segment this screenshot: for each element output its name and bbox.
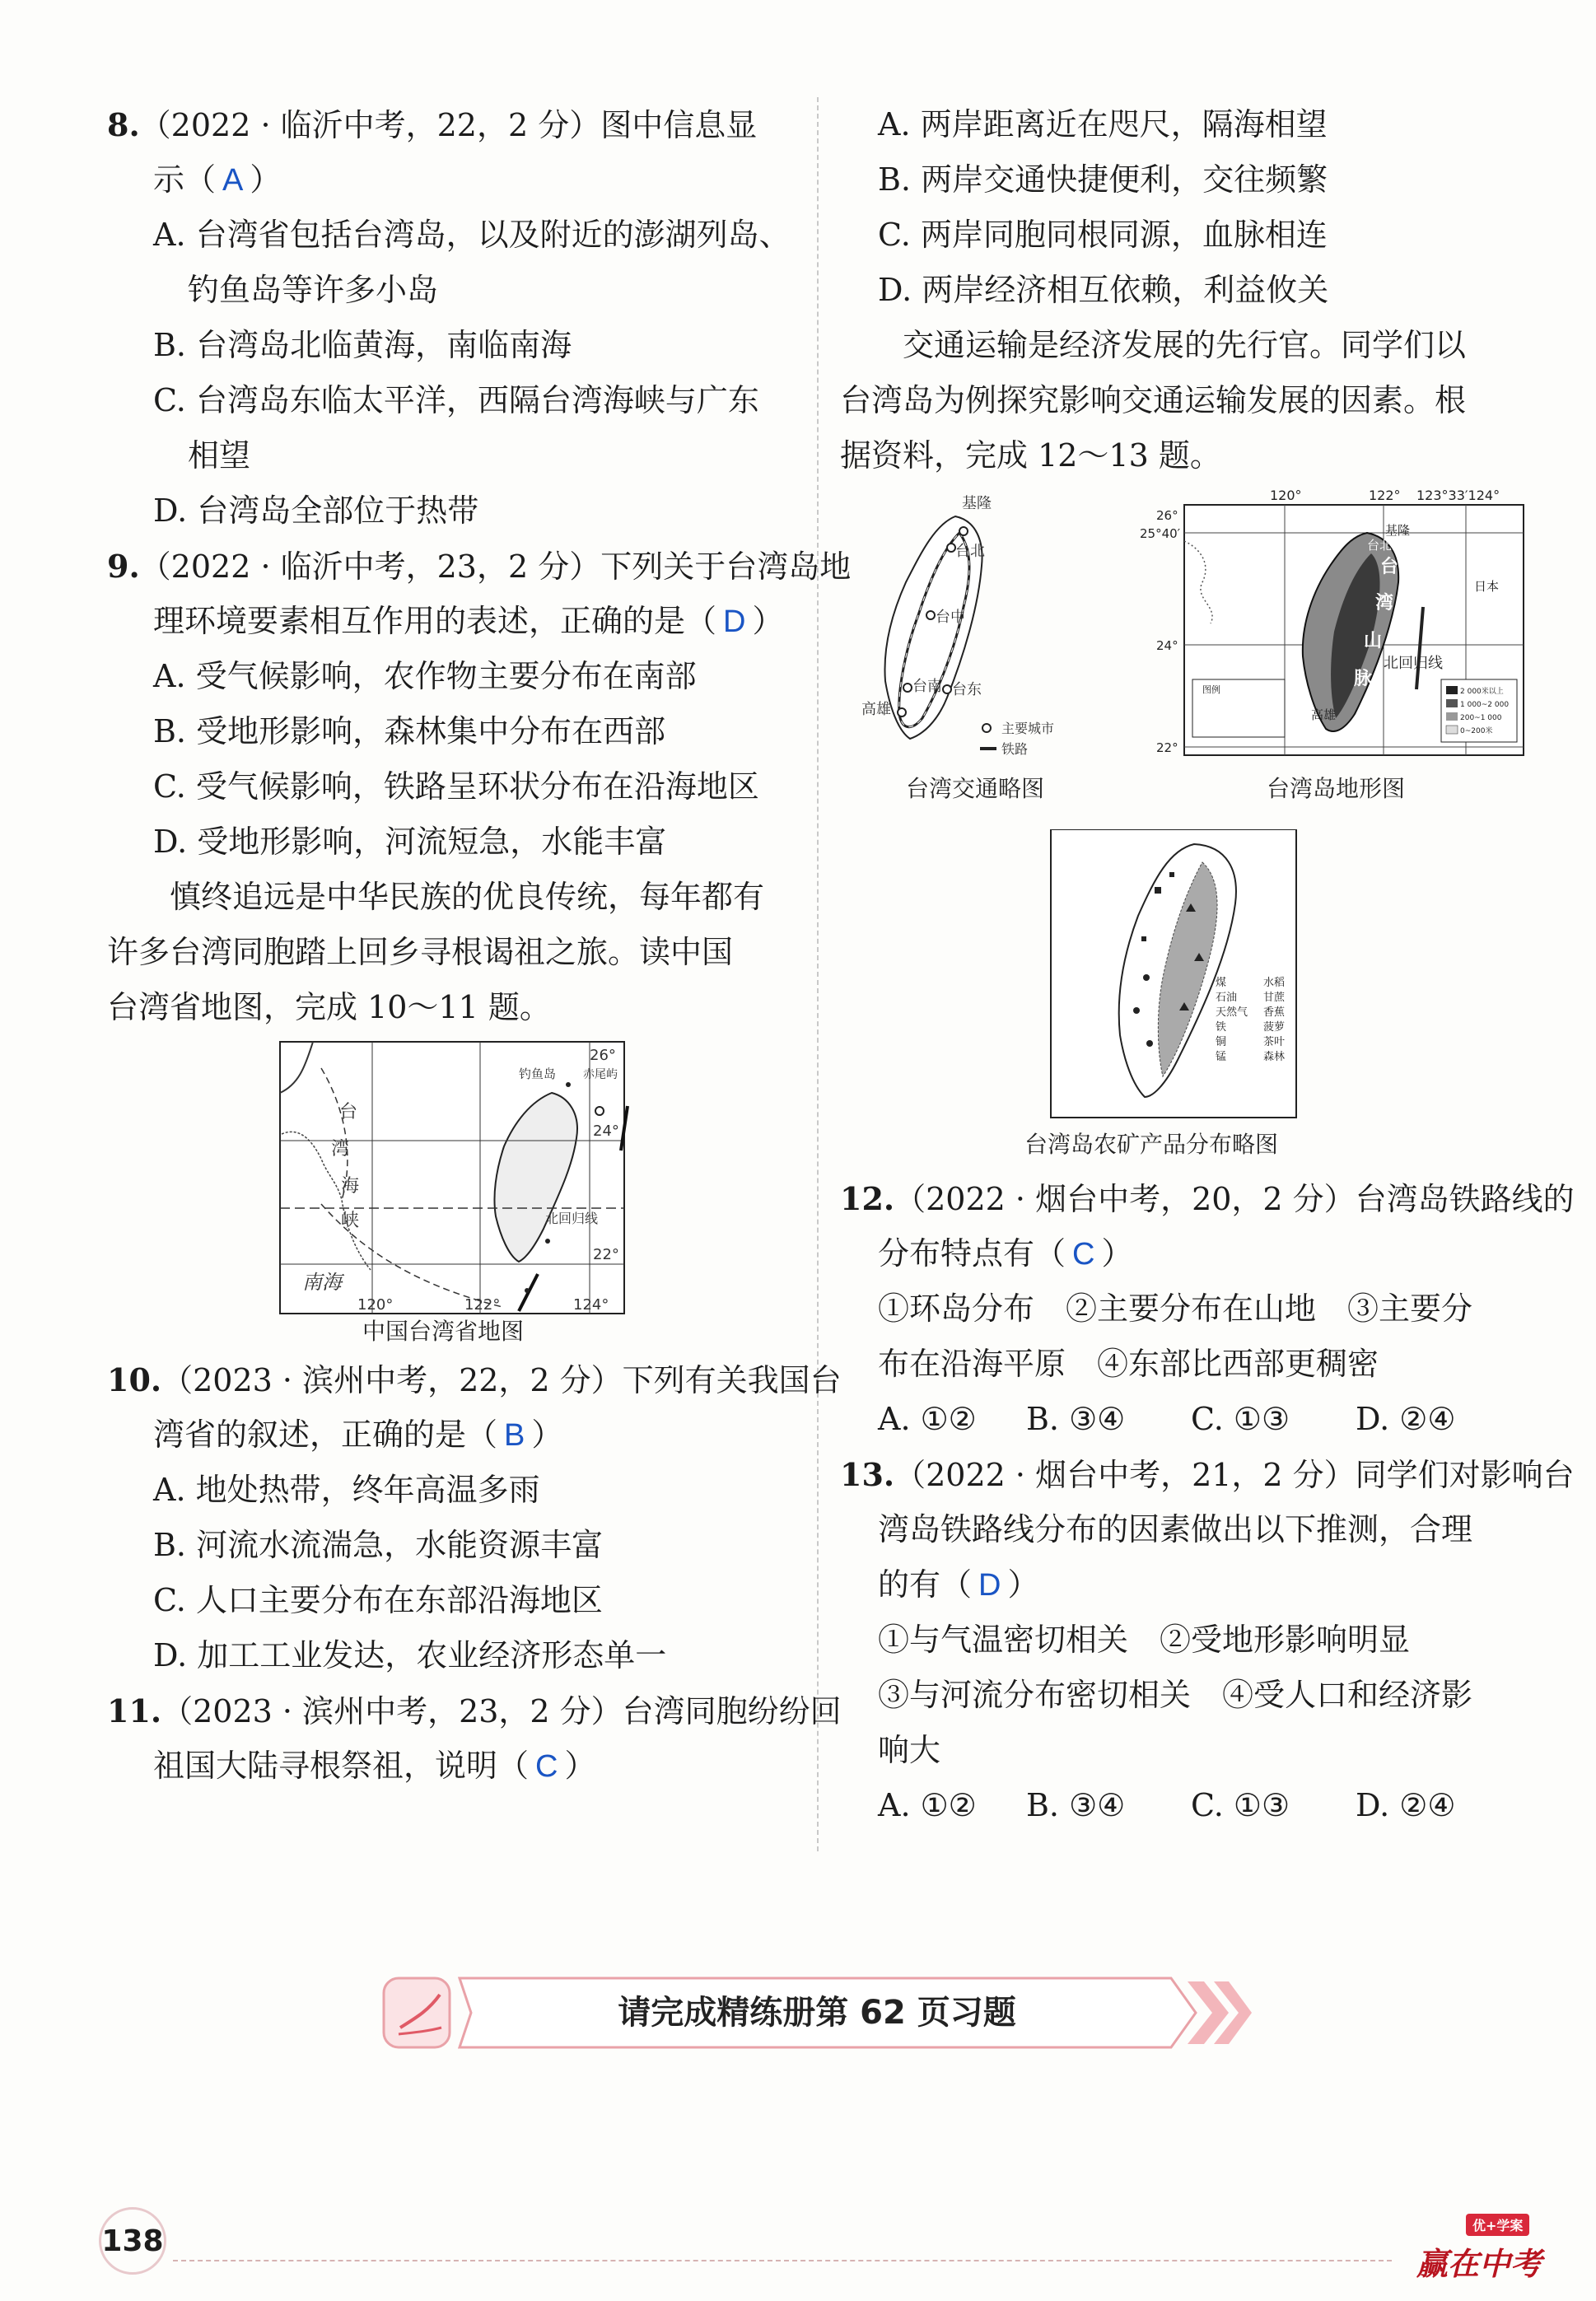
terrain-label-japan: 日本 (1474, 579, 1500, 594)
legend-label: 锰 (1216, 1051, 1227, 1063)
question-11 (107, 1683, 842, 1794)
city-label: 台中 (936, 609, 965, 626)
question-stem: （2022 · 烟台中考，20，2 分）台湾岛铁路线的 (894, 1181, 1575, 1217)
question-13 (840, 1447, 1575, 1833)
answer-mark: C (535, 1749, 558, 1784)
map-label-nanhai: 南海 (302, 1271, 342, 1294)
legend-label: 甘蔗 (1263, 992, 1286, 1004)
lat-label: 22° (593, 1246, 619, 1263)
lon-label: 120° (357, 1296, 394, 1314)
choice: D. ②④ (1356, 1401, 1456, 1437)
question-stem: （2022 · 临沂中考，23，2 分）下列关于台湾岛地 (139, 548, 852, 585)
right-column (840, 97, 1575, 1833)
question-stem: 示（ (153, 161, 217, 198)
choice: B. ③④ (1026, 1787, 1126, 1823)
city-label: 台东 (952, 681, 982, 698)
answer-mark: A (222, 163, 244, 198)
transport-map (861, 495, 1054, 802)
column-divider (817, 97, 819, 1851)
question-12 (840, 1171, 1575, 1447)
lon-label: 124° (573, 1296, 609, 1314)
option: B. 受地形影响，森林集中分布在西部 (153, 713, 666, 749)
question-number: 9. (107, 548, 140, 585)
legend-label: 石油 (1216, 992, 1238, 1004)
question-10 (107, 1352, 842, 1683)
brand-top: 优+学案 (1466, 2214, 1529, 2236)
terrain-label-tropic: 北回归线 (1384, 655, 1443, 672)
legend-title: 图例 (1202, 684, 1220, 695)
question-stem: 分布特点有（ (878, 1235, 1066, 1272)
lat-label: 25°40′ (1140, 526, 1181, 541)
option: C. 台湾岛东临太平洋，西隔台湾海峡与广东 (153, 382, 759, 418)
answer-mark: C (1072, 1237, 1095, 1272)
lat-label: 24° (1156, 638, 1178, 653)
legend-label: 铁路 (1001, 741, 1029, 757)
map-label-tropic: 北回归线 (545, 1211, 599, 1226)
lon-label: 122° (464, 1296, 501, 1314)
resources-map-figure (840, 829, 1540, 1171)
lat-label: 24° (593, 1122, 619, 1140)
footer-rule (173, 2260, 1392, 2261)
option: A. 受气候影响，农作物主要分布在南部 (153, 658, 697, 694)
question-11-options (840, 97, 1540, 318)
map-label-diaoyu: 钓鱼岛 (519, 1066, 557, 1081)
map-label-xia: 峡 (341, 1211, 360, 1231)
paren: ） (752, 603, 784, 639)
statement-line: ①与气温密切相关 ②受地形影响明显 (878, 1622, 1411, 1658)
lat-label: 26° (590, 1047, 616, 1064)
option: A. 台湾省包括台湾岛，以及附近的澎湖列岛、 (153, 217, 791, 253)
terrain-label-kaohsiung: 高雄 (1311, 707, 1337, 722)
question-stem: 湾岛铁路线分布的因素做出以下推测，合理 (878, 1511, 1473, 1547)
legend-label: 茶叶 (1263, 1036, 1286, 1048)
option: D. 受地形影响，河流短急，水能丰富 (153, 824, 667, 860)
paren: ） (564, 1748, 596, 1784)
figure-caption: 台湾岛农矿产品分布略图 (1024, 1131, 1279, 1158)
option: A. 两岸距离近在咫尺，隔海相望 (878, 106, 1328, 142)
choices-row (840, 1778, 1540, 1833)
city-label: 台北 (955, 543, 985, 560)
legend-label: 菠萝 (1263, 1021, 1286, 1034)
question-number: 12. (840, 1180, 895, 1217)
intro-line: 台湾岛为例探究影响交通运输发展的因素。根 (840, 382, 1467, 418)
figure-caption: 台湾岛地形图 (1267, 775, 1406, 802)
legend-label: 水稻 (1263, 977, 1286, 989)
choice: A. ①② (878, 1787, 977, 1823)
lat-label: 22° (1156, 740, 1178, 755)
question-9 (107, 539, 852, 870)
legend-label: 1 000~2 000 (1460, 701, 1510, 709)
question-stem: （2022 · 临沂中考，22，2 分）图中信息显 (139, 107, 758, 143)
reading-intro-10-11 (107, 870, 804, 1035)
exercise-banner (380, 1970, 1253, 2056)
legend-label: 煤 (1216, 977, 1227, 989)
statement-line: 响大 (878, 1732, 941, 1768)
question-stem: 理环境要素相互作用的表述，正确的是（ (153, 603, 717, 639)
paren: ） (1007, 1566, 1039, 1603)
figure-caption: 台湾交通略图 (906, 775, 1045, 802)
left-column (107, 97, 852, 1794)
answer-mark: D (978, 1568, 1001, 1603)
question-stem: （2023 · 滨州中考，23，2 分）台湾同胞纷纷回 (161, 1693, 842, 1729)
option: D. 台湾岛全部位于热带 (153, 492, 479, 529)
page-number: 138 (99, 2207, 166, 2275)
choice: B. ③④ (1026, 1401, 1126, 1437)
banner-text: 请完成精练册第 62 页习题 (618, 1994, 1016, 2032)
option: A. 地处热带，终年高温多雨 (153, 1472, 540, 1508)
resources-map (840, 829, 1540, 1171)
map-label-hai: 海 (341, 1176, 360, 1197)
legend-label: 香蕉 (1263, 1006, 1286, 1019)
option-continued: 钓鱼岛等许多小岛 (188, 272, 439, 308)
choices-row (840, 1392, 1540, 1447)
figure-caption: 中国台湾省地图 (362, 1318, 525, 1345)
option-continued: 相望 (188, 437, 251, 474)
option: B. 河流水流湍急，水能资源丰富 (153, 1527, 604, 1563)
transport-and-terrain-maps (840, 483, 1540, 829)
option: C. 人口主要分布在东部沿海地区 (153, 1582, 603, 1618)
intro-line: 慎终追远是中华民族的优良传统，每年都有 (170, 879, 765, 915)
statement-line: ①环岛分布 ②主要分布在山地 ③主要分 (878, 1291, 1473, 1327)
option: B. 台湾岛北临黄海，南临南海 (153, 327, 572, 363)
choice: C. ①③ (1191, 1787, 1290, 1823)
legend-label: 森林 (1263, 1051, 1286, 1063)
legend-label: 200~1 000 (1460, 714, 1502, 722)
question-number: 13. (840, 1456, 895, 1493)
question-stem: 湾省的叙述，正确的是（ (153, 1417, 498, 1453)
intro-line: 许多台湾同胞踏上回乡寻根谒祖之旅。读中国 (107, 934, 734, 970)
legend-label: 铜 (1216, 1036, 1227, 1048)
legend-label: 主要城市 (1001, 721, 1055, 736)
legend-label: 2 000米以上 (1460, 688, 1504, 696)
city-label: 高雄 (861, 701, 891, 718)
question-stem: （2022 · 烟台中考，21，2 分）同学们对影响台 (894, 1457, 1575, 1493)
lat-label: 26° (1156, 508, 1178, 523)
map-label-wan: 湾 (331, 1139, 350, 1160)
city-label: 基隆 (962, 495, 992, 512)
question-number: 10. (107, 1361, 162, 1398)
lon-label: 120° (1270, 488, 1302, 503)
question-stem: （2023 · 滨州中考，22，2 分）下列有关我国台 (161, 1362, 842, 1398)
terrain-map (1140, 488, 1524, 802)
option: B. 两岸交通快捷便利，交往频繁 (878, 161, 1328, 198)
choice: A. ①② (878, 1401, 977, 1437)
lon-label: 122° (1369, 488, 1401, 503)
terrain-label-shan: 山 (1364, 631, 1383, 651)
brand-bottom: 赢在中考 (1416, 2245, 1542, 2282)
option: C. 两岸同胞同根同源，血脉相连 (878, 217, 1328, 253)
paren: ） (1101, 1235, 1133, 1272)
question-number: 11. (107, 1692, 162, 1729)
terrain-label-keelung: 基隆 (1385, 523, 1411, 538)
reading-intro-12-13 (840, 318, 1540, 483)
terrain-label-wan: 湾 (1375, 593, 1394, 614)
option: D. 两岸经济相互依赖，利益攸关 (878, 272, 1329, 308)
statement-line: 布在沿海平原 ④东部比西部更稠密 (878, 1346, 1379, 1382)
question-number: 8. (107, 106, 140, 143)
intro-line: 交通运输是经济发展的先行官。同学们以 (903, 327, 1467, 363)
answer-mark: D (723, 604, 746, 639)
brand-logo (1416, 2214, 1540, 2288)
question-8 (107, 97, 804, 539)
map-label-tai: 台 (339, 1102, 358, 1122)
map-label-chiwei: 赤尾屿 (583, 1068, 618, 1081)
lon-label: 123°33′124° (1416, 488, 1500, 503)
legend-label: 天然气 (1216, 1006, 1248, 1019)
option: C. 受气候影响，铁路呈环状分布在沿海地区 (153, 768, 759, 805)
legend-label: 铁 (1216, 1021, 1227, 1034)
choice: C. ①③ (1191, 1401, 1290, 1437)
intro-line: 据资料，完成 12～13 题。 (840, 437, 1221, 474)
paren: ） (250, 161, 282, 198)
legend-label: 0~200米 (1460, 727, 1493, 735)
option: D. 加工工业发达，农业经济形态单一 (153, 1637, 667, 1673)
terrain-label-taipei: 台北 (1367, 538, 1393, 553)
question-stem: 的有（ (878, 1566, 973, 1603)
paren: ） (531, 1417, 563, 1453)
taiwan-province-map (107, 1035, 804, 1352)
choice: D. ②④ (1356, 1787, 1456, 1823)
answer-mark: B (504, 1418, 525, 1453)
city-label: 台南 (912, 678, 942, 695)
intro-line: 台湾省地图，完成 10～11 题。 (107, 989, 551, 1025)
taiwan-province-map-figure (107, 1035, 804, 1352)
question-stem: 祖国大陆寻根祭祖，说明（ (153, 1748, 530, 1784)
terrain-label-tai: 台 (1380, 557, 1399, 577)
statement-line: ③与河流分布密切相关 ④受人口和经济影 (878, 1677, 1473, 1713)
terrain-label-mai: 脉 (1354, 669, 1373, 689)
maps-row (840, 483, 1540, 829)
